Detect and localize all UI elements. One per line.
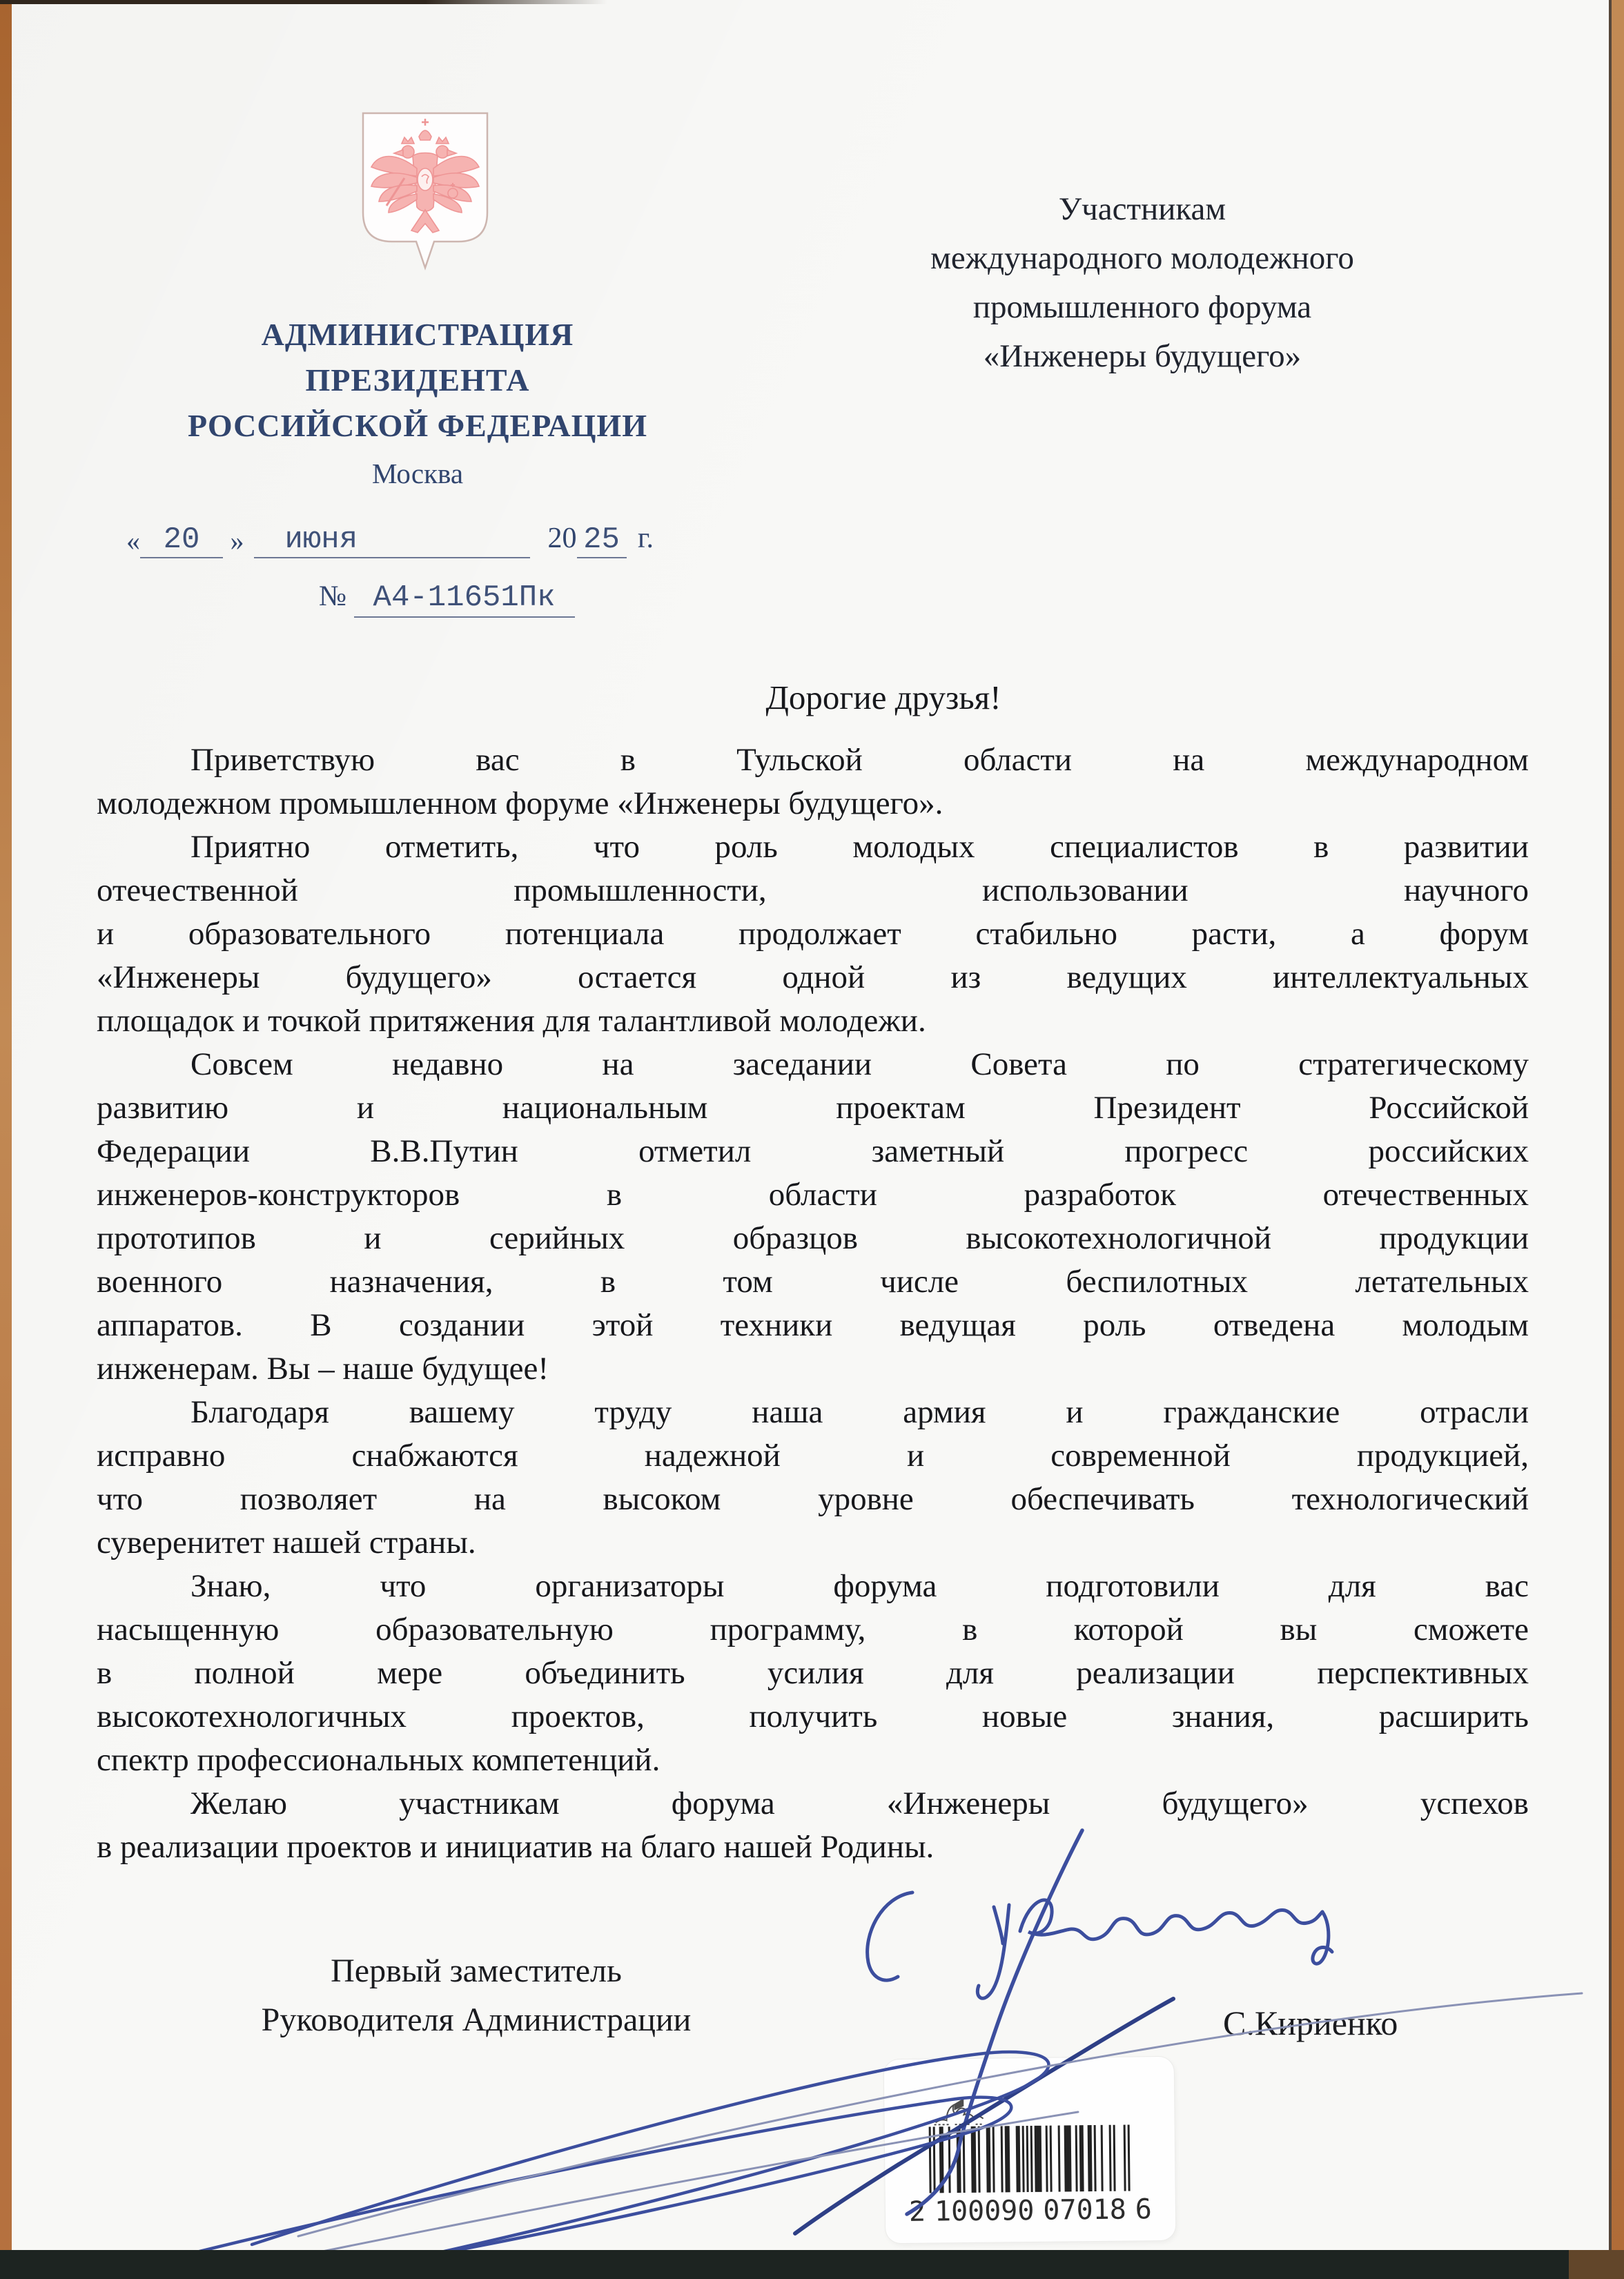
org-name-line: ПРЕЗИДЕНТА — [305, 362, 530, 398]
signer-position — [193, 1946, 759, 2044]
body-line: инженеров-конструкторов в области разработок отечественных — [97, 1177, 1529, 1213]
scan-edge-bottom — [0, 2250, 1624, 2279]
barcode-sticker — [884, 2057, 1176, 2243]
date-line — [126, 522, 816, 570]
body-line: Приятно отметить, что роль молодых специалистов в развитии — [190, 829, 1529, 865]
body-line: отечественной промышленности, использовании научного — [97, 872, 1529, 908]
date-month-value: июня — [284, 522, 358, 557]
paragraph — [97, 739, 1529, 825]
body-line: военного назначения, в том числе беспилотных летательных — [97, 1264, 1529, 1300]
mini-crest-icon — [930, 2095, 988, 2129]
year-typed-suffix: 25 — [583, 522, 620, 557]
addressee-line: международного молодежного — [930, 240, 1354, 276]
body-line: Желаю участникам форума «Инженеры будущего» успехов — [190, 1786, 1529, 1821]
body-line: Благодаря вашему труду наша армия и гражданские отрасли — [190, 1394, 1529, 1430]
addressee-block — [814, 185, 1470, 381]
paragraph — [97, 1391, 1529, 1565]
scan-edge-right — [1609, 0, 1624, 2279]
barcode-digit-group: 100090 — [934, 2194, 1035, 2228]
paragraph — [97, 1565, 1529, 1782]
body-line: что позволяет на высоком уровне обеспечивать технологический — [97, 1481, 1529, 1517]
body-line: в полной мере объединить усилия для реализации перспективных — [97, 1655, 1529, 1691]
body-line: и образовательного потенциала продолжает стабильно расти, а форум — [97, 916, 1529, 952]
addressee-line: промышленного форума — [972, 289, 1312, 325]
body-line: развитию и национальным проектам Президент Российской — [97, 1090, 1529, 1126]
close-quote: » — [230, 525, 244, 556]
bar — [1128, 2124, 1131, 2191]
open-quote: « — [126, 525, 140, 556]
number-value: А4-11651Пк — [373, 580, 556, 615]
addressee-line: Участникам — [1058, 191, 1226, 227]
body-line: инженерам. Вы – наше будущее! — [97, 1351, 549, 1387]
org-name — [176, 312, 659, 449]
org-name-line: АДМИНИСТРАЦИЯ — [261, 317, 574, 352]
scan-edge-left — [0, 0, 12, 2279]
org-name-line: РОССИЙСКОЙ ФЕДЕРАЦИИ — [188, 408, 647, 443]
year-printed-prefix: 20 — [547, 522, 577, 554]
year-unit: г. — [638, 522, 654, 554]
body-line: спектр профессиональных компетенций. — [97, 1742, 661, 1778]
body-line: насыщенную образовательную программу, в которой вы сможете — [97, 1612, 1529, 1647]
body-line: Приветствую вас в Тульской области на международном — [190, 742, 1529, 778]
body-line: площадок и точкой притяжения для талантливой молодежи. — [97, 1003, 926, 1039]
registration-number-line — [319, 580, 575, 618]
signer-position-line: Первый заместитель — [331, 1953, 622, 1989]
paragraph — [97, 1043, 1529, 1391]
body-line: Совсем недавно на заседании Совета по стратегическому — [190, 1046, 1529, 1082]
body-line: Знаю, что организаторы форума подготовили для вас — [190, 1568, 1529, 1604]
body-line: молодежном промышленном форуме «Инженеры будущего». — [97, 785, 943, 821]
barcode-digit-group: 6 — [1135, 2193, 1153, 2226]
body-line: исправно снабжаются надежной и современной продукцией, — [97, 1438, 1529, 1474]
body-line: аппаратов. В создании этой техники ведущая роль отведена молодым — [97, 1307, 1529, 1343]
body-line: высокотехнологичных проектов, получить новые знания, расширить — [97, 1699, 1529, 1734]
scan-edge-top — [0, 0, 607, 4]
city-label: Москва — [371, 458, 464, 489]
paragraph — [97, 1782, 1529, 1869]
body-line: «Инженеры будущего» остается одной из ведущих интеллектуальных — [97, 959, 1529, 995]
date-day-value: 20 — [163, 522, 200, 557]
barcode-bars — [929, 2124, 1131, 2193]
barcode-digit-group: 2 — [908, 2195, 926, 2228]
letter-body — [97, 739, 1529, 1869]
number-label: № — [319, 580, 347, 612]
barcode-number — [909, 2193, 1152, 2228]
body-line: Федерации В.В.Путин отметил заметный прогресс российских — [97, 1133, 1529, 1169]
body-line: в реализации проектов и инициатив на благо нашей Родины. — [97, 1829, 935, 1865]
russia-coat-of-arms-icon — [356, 109, 494, 277]
signer-position-line: Руководителя Администрации — [261, 2002, 692, 2038]
salutation: Дорогие друзья! — [765, 678, 1001, 716]
body-line: суверенитет нашей страны. — [97, 1525, 476, 1561]
gap — [1115, 2125, 1124, 2191]
barcode-digit-group: 07018 — [1043, 2193, 1127, 2227]
addressee-line: «Инженеры будущего» — [983, 338, 1302, 374]
paragraph — [97, 825, 1529, 1043]
body-line: прототипов и серийных образцов высокотехнологичной продукции — [97, 1220, 1529, 1256]
signer-name: С.Кириенко — [1223, 2004, 1398, 2042]
